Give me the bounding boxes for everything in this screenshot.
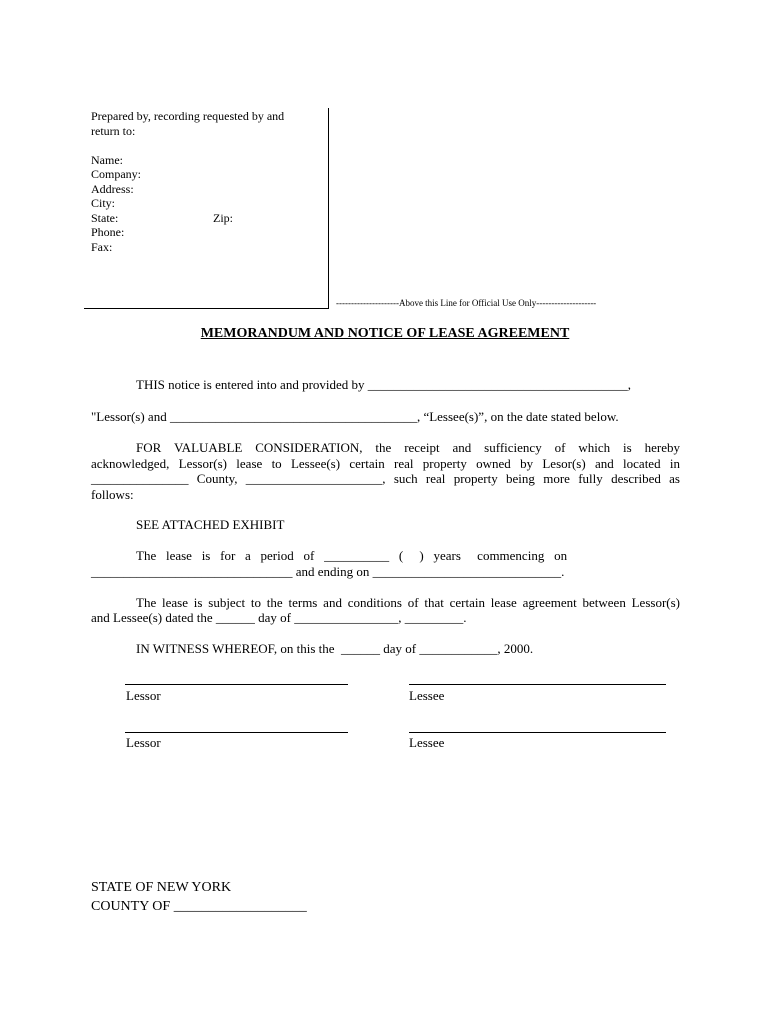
lessor-label-1: Lessor: [126, 688, 161, 703]
county-heading: COUNTY OF ___________________: [91, 899, 307, 914]
consideration-line2: acknowledged, Lessor(s) lease to Lessee(s) certain real property owned by Lesor(s) and located in: [91, 455, 680, 471]
city-label: City:: [91, 196, 116, 210]
lessee-signature-line-1: [409, 684, 666, 685]
lease-terms-line2: and Lessee(s) dated the ______ day of ________________, _________.: [91, 610, 467, 625]
consideration-line4: follows:: [91, 486, 134, 502]
address-label: Address:: [91, 182, 134, 196]
witness-line: IN WITNESS WHEREOF, on this the ______ day of ____________, 2000.: [136, 641, 534, 656]
consideration-line3: _______________ County, _____________________, such real property being more fully described as: [91, 471, 680, 486]
phone-label: Phone:: [91, 225, 125, 239]
header-vertical-rule: [328, 108, 329, 308]
state-label: State:: [91, 211, 119, 225]
consideration-line1: FOR VALUABLE CONSIDERATION, the receipt and sufficiency of which is hereby: [136, 440, 680, 455]
lessor-label-2: Lessor: [126, 735, 161, 750]
prepared-by-line2: return to:: [91, 124, 136, 138]
zip-label: Zip:: [213, 211, 233, 225]
document-title: MEMORANDUM AND NOTICE OF LEASE AGREEMENT: [200, 326, 570, 341]
official-use-note: ---------------------Above this Line for Official Use Only--------------------: [336, 298, 597, 308]
lease-period-line2: _______________________________ and ending on _____________________________.: [91, 564, 565, 579]
lease-terms-line1: The lease is subject to the terms and conditions of that certain lease agreement between Lessor(s): [136, 595, 680, 610]
lease-period-line1: The lease is for a period of __________ ( ) years commencing on: [136, 548, 568, 563]
name-label: Name:: [91, 153, 123, 167]
fax-label: Fax:: [91, 240, 113, 254]
lessor-signature-line-1: [125, 684, 348, 685]
prepared-by-line1: Prepared by, recording requested by and: [91, 109, 285, 123]
lessee-signature-line-2: [409, 732, 666, 733]
lessor-signature-line-2: [125, 732, 348, 733]
paragraph-lessor-lessee: "Lessor(s) and ______________________________________, “Lessee(s)”, on the date stated below.: [91, 409, 619, 424]
company-label: Company:: [91, 167, 141, 181]
paragraph-notice: THIS notice is entered into and provided by ________________________________________,: [136, 377, 632, 392]
state-heading: STATE OF NEW YORK: [91, 880, 232, 895]
attached-exhibit: SEE ATTACHED EXHIBIT: [136, 517, 285, 532]
lessee-label-2: Lessee: [409, 735, 445, 750]
header-horizontal-rule: [84, 308, 329, 309]
lessee-label-1: Lessee: [409, 688, 445, 703]
